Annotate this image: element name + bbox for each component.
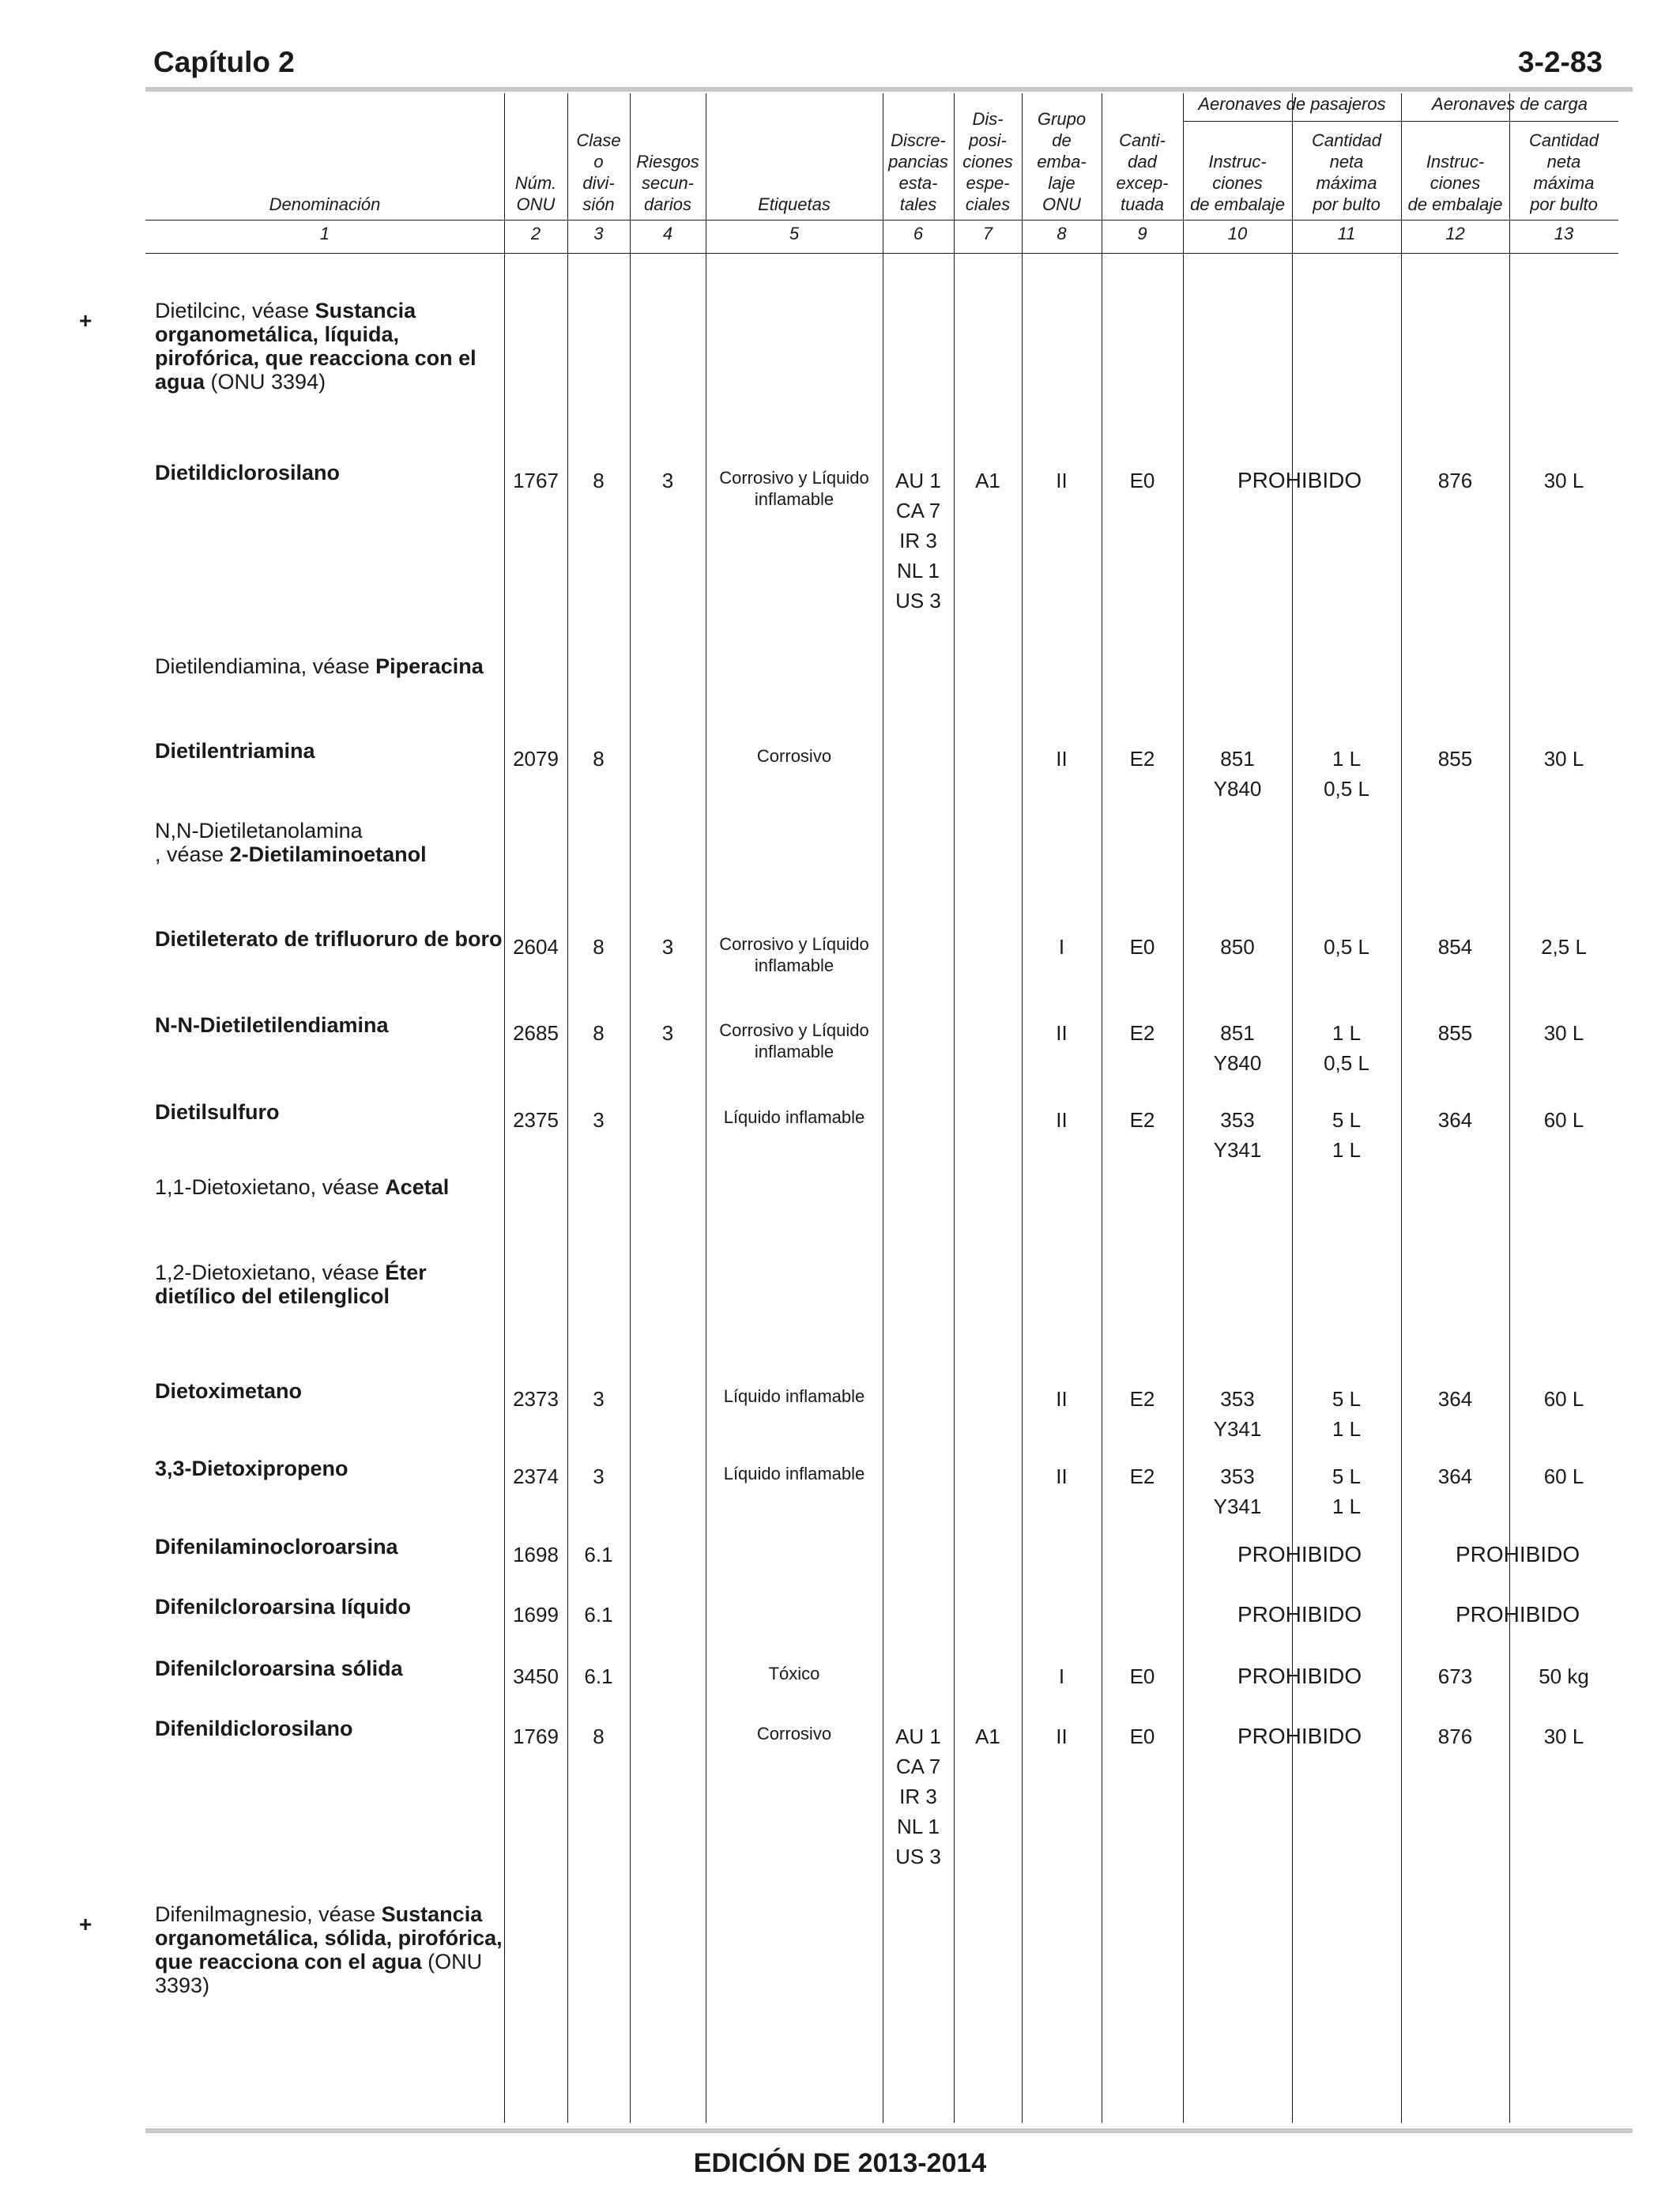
column-number: 8 <box>1057 224 1067 243</box>
class-header: Clase o divi- sión <box>576 130 621 214</box>
substance-name <box>155 299 503 394</box>
column-number: 3 <box>593 224 604 243</box>
state-variation: AU 1 CA 7 IR 3 NL 1 US 3 <box>895 469 941 613</box>
name-bold-part: Difenilcloroarsina sólida <box>155 1657 403 1680</box>
passenger-packing-instruction: 850 <box>1220 935 1255 959</box>
cargo-packing-instruction: 364 <box>1437 1465 1473 1488</box>
hazard-label: Corrosivo <box>756 746 832 766</box>
special-provision: A1 <box>975 469 1000 492</box>
revision-marker: + <box>79 308 92 333</box>
subsidiary-risk-header: Riesgos secun- darios <box>636 152 699 214</box>
column-number: 12 <box>1445 224 1465 243</box>
class-division: 8 <box>593 469 605 492</box>
column-number: 13 <box>1554 224 1574 243</box>
cargo-max-net-quantity: 2,5 L <box>1541 935 1587 959</box>
cargo-packing-instruction: 855 <box>1437 747 1473 771</box>
name-bold-part: Dietilsulfuro <box>155 1100 280 1124</box>
substance-name <box>155 1175 503 1199</box>
excepted-quantity: E0 <box>1129 1664 1155 1688</box>
name-bold-part: Dietileterato de trifluoruro de boro <box>155 927 503 951</box>
substance-name <box>155 1902 503 1997</box>
cargo-max-net-quantity: 30 L <box>1543 1021 1584 1045</box>
un-number: 1767 <box>513 469 559 492</box>
special-provision: A1 <box>975 1725 1000 1748</box>
subsidiary-risk: 3 <box>661 469 674 492</box>
packing-group-header: Grupo de emba- laje ONU <box>1037 109 1087 214</box>
cargo-packing-instruction: 855 <box>1437 1021 1473 1045</box>
hazard-label: Corrosivo y Líquido inflamable <box>719 934 869 975</box>
cargo-aircraft-header: Aeronaves de carga <box>1432 94 1588 114</box>
labels-header: Etiquetas <box>758 194 831 214</box>
class-division: 8 <box>593 747 605 771</box>
column-number: 4 <box>662 224 673 243</box>
class-division: 3 <box>593 1465 605 1488</box>
passenger-packing-instruction: 851 Y840 <box>1213 1021 1262 1075</box>
name-part: (ONU 3393) <box>155 1950 483 1997</box>
packing-group: II <box>1056 747 1068 771</box>
passenger-prohibited: PROHIBIDO <box>1237 1664 1362 1688</box>
name-bold-part: Acetal <box>385 1175 450 1199</box>
excepted-quantity: E2 <box>1129 1021 1155 1045</box>
aircraft-group-rule <box>1183 121 1618 122</box>
substance-name <box>155 739 503 763</box>
name-bold-part: Dietildiclorosilano <box>155 461 341 484</box>
state-variations-header: Discre- pancias esta- tales <box>888 130 948 214</box>
name-bold-part: Piperacina <box>375 654 484 678</box>
column-number: 1 <box>319 224 330 243</box>
hazard-label: Líquido inflamable <box>723 1107 865 1127</box>
page-number: 3-2-83 <box>1518 46 1603 78</box>
substance-name <box>155 1657 503 1680</box>
passenger-prohibited: PROHIBIDO <box>1237 1602 1362 1627</box>
substance-name <box>155 1100 503 1124</box>
column-number: 11 <box>1337 224 1356 243</box>
substance-name <box>155 1013 503 1037</box>
class-division: 6.1 <box>584 1543 613 1566</box>
cargo-max-net-quantity: 30 L <box>1543 469 1584 492</box>
passenger-max-quantity-header: Cantidad neta máxima por bulto <box>1311 130 1382 214</box>
class-division: 8 <box>593 935 605 959</box>
excepted-quantity: E0 <box>1129 935 1155 959</box>
packing-group: II <box>1056 1387 1068 1411</box>
name-part: (ONU 3394) <box>205 370 326 394</box>
hazard-label: Líquido inflamable <box>723 1464 865 1483</box>
substance-name <box>155 1457 503 1480</box>
excepted-quantity-header: Canti- dad excep- tuada <box>1116 130 1169 214</box>
name-part: Dietilendiamina, véase <box>155 654 376 678</box>
name-bold-part: Difenildiclorosilano <box>155 1717 353 1740</box>
passenger-instructions-header: Instruc- ciones de embalaje <box>1190 152 1285 214</box>
name-part: Difenilmagnesio, véase <box>155 1902 382 1926</box>
cargo-max-net-quantity: 60 L <box>1543 1465 1584 1488</box>
excepted-quantity: E2 <box>1129 1108 1155 1132</box>
cargo-packing-instruction: 673 <box>1437 1664 1473 1688</box>
passenger-packing-instruction: 353 Y341 <box>1213 1108 1262 1162</box>
state-variation: AU 1 CA 7 IR 3 NL 1 US 3 <box>895 1725 941 1868</box>
cargo-max-net-quantity: 30 L <box>1543 1725 1584 1748</box>
substance-name <box>155 654 503 678</box>
un-number: 2373 <box>513 1387 559 1411</box>
substance-name <box>155 461 503 484</box>
cargo-packing-instruction: 876 <box>1437 1725 1473 1748</box>
cargo-max-quantity-header: Cantidad neta máxima por bulto <box>1528 130 1599 214</box>
un-number: 2374 <box>513 1465 559 1488</box>
name-bold-part: Dietilentriamina <box>155 739 315 763</box>
name-part: Dietilcinc, véase <box>155 299 315 322</box>
cargo-packing-instruction: 364 <box>1437 1387 1473 1411</box>
revision-marker: + <box>79 1912 92 1936</box>
excepted-quantity: E2 <box>1129 1465 1155 1488</box>
excepted-quantity: E0 <box>1129 1725 1155 1748</box>
cargo-instructions-header: Instruc- ciones de embalaje <box>1407 152 1503 214</box>
un-number: 2604 <box>513 935 559 959</box>
cargo-packing-instruction: 364 <box>1437 1108 1473 1132</box>
name-bold-part: Éter dietílico del etilenglicol <box>155 1261 427 1308</box>
packing-group: I <box>1058 935 1065 959</box>
subsidiary-risk: 3 <box>661 935 674 959</box>
passenger-max-net-quantity: 0,5 L <box>1324 935 1369 959</box>
excepted-quantity: E0 <box>1129 469 1155 492</box>
chapter-title: Capítulo 2 <box>153 46 295 78</box>
name-bold-part: Sustancia organometálica, líquida, pirofórica, que reacciona con el agua <box>155 299 477 394</box>
column-divider <box>630 93 631 2123</box>
top-rule <box>145 87 1633 92</box>
packing-group: II <box>1056 1465 1068 1488</box>
class-division: 3 <box>593 1108 605 1132</box>
un-number: 1698 <box>513 1543 559 1566</box>
packing-group: II <box>1056 1021 1068 1045</box>
substance-name <box>155 1595 503 1619</box>
un-number: 2079 <box>513 747 559 771</box>
name-bold-part: N-N-Dietiletilendiamina <box>155 1013 389 1037</box>
cargo-max-net-quantity: 50 kg <box>1539 1664 1589 1688</box>
column-number: 6 <box>913 224 924 243</box>
column-number: 7 <box>982 224 993 243</box>
passenger-prohibited: PROHIBIDO <box>1237 468 1362 492</box>
passenger-prohibited: PROHIBIDO <box>1237 1542 1362 1566</box>
passenger-max-net-quantity: 1 L 0,5 L <box>1324 747 1369 801</box>
special-provisions-header: Dis- posi- ciones espe- ciales <box>962 109 1013 214</box>
passenger-prohibited: PROHIBIDO <box>1237 1724 1362 1748</box>
hazard-label: Tóxico <box>768 1664 820 1683</box>
name-bold-part: Difenilcloroarsina líquido <box>155 1595 412 1619</box>
class-division: 8 <box>593 1021 605 1045</box>
cargo-packing-instruction: 854 <box>1437 935 1473 959</box>
hazard-label: Líquido inflamable <box>723 1386 865 1406</box>
cargo-prohibited: PROHIBIDO <box>1456 1602 1580 1627</box>
un-number: 1699 <box>513 1603 559 1627</box>
name-bold-part: 2-Dietilaminoetanol <box>229 843 427 866</box>
un-number-header: Núm. ONU <box>514 173 557 214</box>
cargo-packing-instruction: 876 <box>1437 469 1473 492</box>
hazard-label: Corrosivo <box>756 1724 832 1744</box>
passenger-max-net-quantity: 5 L 1 L <box>1332 1465 1362 1518</box>
cargo-max-net-quantity: 60 L <box>1543 1387 1584 1411</box>
name-part: 1,1-Dietoxietano, véase <box>155 1175 386 1199</box>
packing-group: II <box>1056 469 1068 492</box>
column-number: 9 <box>1137 224 1147 243</box>
hazard-label: Corrosivo y Líquido inflamable <box>719 468 869 509</box>
passenger-max-net-quantity: 1 L 0,5 L <box>1324 1021 1369 1075</box>
substance-name <box>155 927 503 951</box>
page-footer: EDICIÓN DE 2013-2014 <box>693 2148 987 2178</box>
column-divider <box>954 93 955 2123</box>
cargo-max-net-quantity: 60 L <box>1543 1108 1584 1132</box>
passenger-aircraft-header: Aeronaves de pasajeros <box>1198 94 1386 114</box>
packing-group: I <box>1058 1664 1065 1688</box>
excepted-quantity: E2 <box>1129 1387 1155 1411</box>
class-division: 3 <box>593 1387 605 1411</box>
packing-group: II <box>1056 1725 1068 1748</box>
un-number: 2685 <box>513 1021 559 1045</box>
denomination-header: Denominación <box>269 194 381 214</box>
passenger-max-net-quantity: 5 L 1 L <box>1332 1108 1362 1162</box>
page-header <box>153 46 1603 84</box>
cargo-prohibited: PROHIBIDO <box>1456 1542 1580 1566</box>
excepted-quantity: E2 <box>1129 747 1155 771</box>
substance-name <box>155 819 503 866</box>
bottom-rule <box>145 2128 1633 2133</box>
column-number-rule <box>145 253 1618 254</box>
name-part: N,N-Dietiletanolamina , véase <box>155 819 363 866</box>
passenger-packing-instruction: 353 Y341 <box>1213 1387 1262 1441</box>
packing-group: II <box>1056 1108 1068 1132</box>
name-bold-part: Sustancia organometálica, sólida, pirofórica, que reacciona con el agua <box>155 1902 503 1973</box>
un-number: 2375 <box>513 1108 559 1132</box>
column-number: 10 <box>1227 224 1248 243</box>
name-part: 1,2-Dietoxietano, véase <box>155 1261 386 1284</box>
substance-name <box>155 1261 503 1308</box>
header-bottom-rule <box>145 220 1618 221</box>
class-division: 6.1 <box>584 1603 613 1627</box>
passenger-packing-instruction: 353 Y341 <box>1213 1465 1262 1518</box>
passenger-max-net-quantity: 5 L 1 L <box>1332 1387 1362 1441</box>
subsidiary-risk: 3 <box>661 1021 674 1045</box>
column-number: 5 <box>789 224 800 243</box>
column-number: 2 <box>530 224 541 243</box>
substance-name <box>155 1535 503 1559</box>
substance-name <box>155 1379 503 1403</box>
class-division: 8 <box>593 1725 605 1748</box>
passenger-packing-instruction: 851 Y840 <box>1213 747 1262 801</box>
name-bold-part: Dietoximetano <box>155 1379 303 1403</box>
hazard-label: Corrosivo y Líquido inflamable <box>719 1020 869 1061</box>
name-bold-part: 3,3-Dietoxipropeno <box>155 1457 348 1480</box>
cargo-max-net-quantity: 30 L <box>1543 747 1584 771</box>
substance-name <box>155 1717 503 1740</box>
un-number: 3450 <box>513 1664 559 1688</box>
class-division: 6.1 <box>584 1664 613 1688</box>
name-bold-part: Difenilaminocloroarsina <box>155 1535 398 1559</box>
un-number: 1769 <box>513 1725 559 1748</box>
